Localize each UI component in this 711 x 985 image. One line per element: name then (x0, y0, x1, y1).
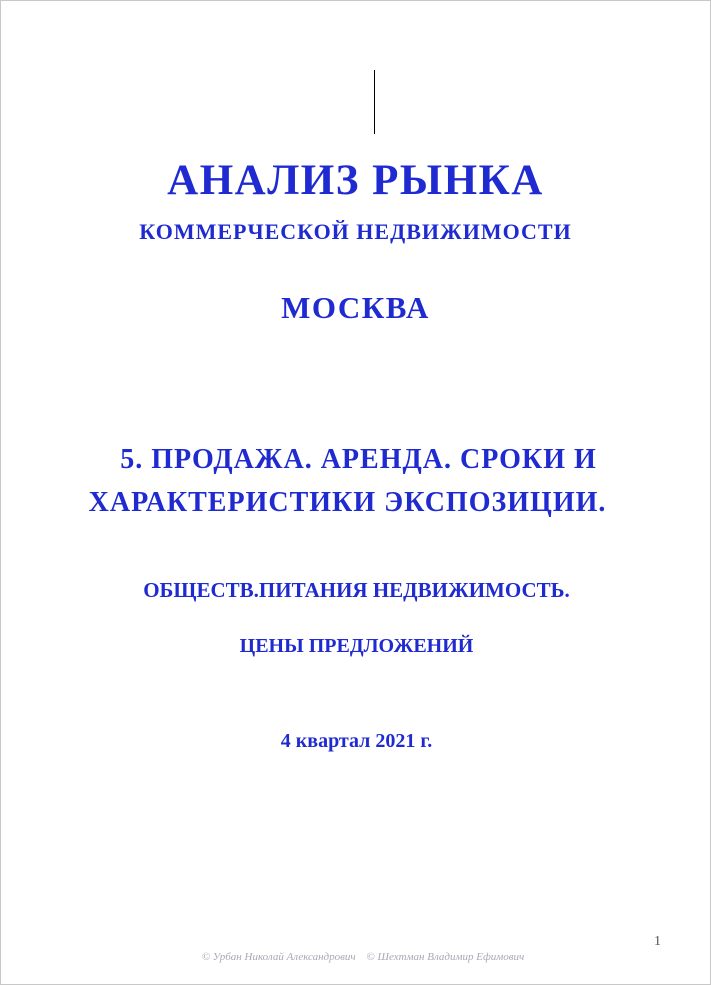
segment-heading: ОБЩЕСТВ.ПИТАНИЯ НЕДВИЖИМОСТЬ. (143, 578, 570, 602)
city-heading: МОСКВА (281, 290, 430, 325)
copyright-author-1: © Урбан Николай Александрович (201, 951, 356, 963)
period-label: 4 квартал 2021 г. (280, 730, 433, 752)
section-title-line-1: 5. ПРОДАЖА. АРЕНДА. СРОКИ И (120, 444, 597, 475)
document-title: АНАЛИЗ РЫНКА (167, 157, 544, 204)
copyright-author-2: © Шехтман Владимир Ефимович (366, 951, 525, 963)
page-number: 1 (654, 934, 661, 949)
section-title-line-2: ХАРАКТЕРИСТИКИ ЭКСПОЗИЦИИ. (88, 487, 607, 518)
copyright-footer (1, 951, 711, 963)
document-subtitle: КОММЕРЧЕСКОЙ НЕДВИЖИМОСТИ (139, 219, 572, 244)
text-cursor (374, 70, 375, 134)
prices-heading: ЦЕНЫ ПРЕДЛОЖЕНИЙ (239, 635, 474, 657)
